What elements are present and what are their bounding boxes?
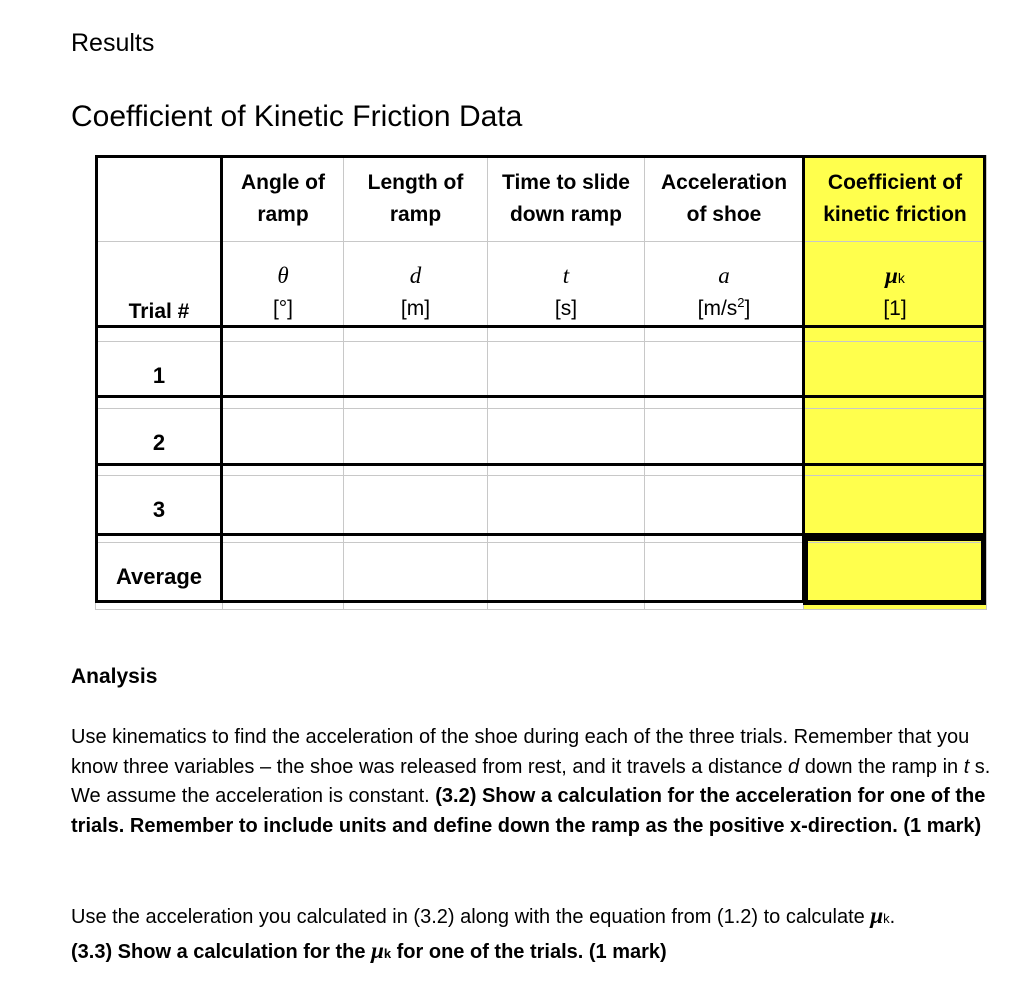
coefficient-cell[interactable] <box>804 409 987 476</box>
trial-label: 2 <box>96 409 223 476</box>
header-length: Length of ramp <box>344 156 488 242</box>
acceleration-cell[interactable] <box>645 342 804 409</box>
angle-cell[interactable] <box>223 409 344 476</box>
header-blank-cell <box>96 156 223 242</box>
header-coefficient: Coefficient of kinetic friction <box>804 156 987 242</box>
header-row <box>96 156 987 242</box>
analysis-paragraph-2: Use the acceleration you calculated in (3.2) along with the equation from (1.2) to calculate μk. (3.3) Show a calculation for the μk for one of the trials. (1 mark) <box>71 903 896 963</box>
trial-label: 3 <box>96 476 223 543</box>
length-cell[interactable] <box>344 543 488 610</box>
acceleration-units-cell: a $[m/s^2]$ <box>645 242 804 342</box>
table-title: Coefficient of Kinetic Friction Data <box>71 100 523 133</box>
header-angle: Angle of ramp <box>223 156 344 242</box>
trial-row-2 <box>96 409 987 476</box>
average-label: Average <box>96 543 223 610</box>
trial-row-1 <box>96 342 987 409</box>
average-row <box>96 543 987 610</box>
acceleration-cell[interactable] <box>645 409 804 476</box>
length-units-cell: d [m] <box>344 242 488 342</box>
time-cell[interactable] <box>488 409 645 476</box>
time-cell[interactable] <box>488 476 645 543</box>
angle-cell[interactable] <box>223 543 344 610</box>
length-cell[interactable] <box>344 409 488 476</box>
trial-row-3 <box>96 476 987 543</box>
coefficient-cell[interactable] <box>804 476 987 543</box>
trial-number-label: Trial # <box>96 242 223 342</box>
angle-cell[interactable] <box>223 342 344 409</box>
length-cell[interactable] <box>344 476 488 543</box>
coefficient-average-cell[interactable] <box>804 543 987 610</box>
time-cell[interactable] <box>488 543 645 610</box>
time-units-cell: t [s] <box>488 242 645 342</box>
friction-data-table <box>95 155 987 610</box>
analysis-paragraph-1: Use kinematics to find the acceleration of the shoe during each of the three trials. Remember that you know three variables – the shoe was released from rest, and it travels a distance d down the ramp in t s. We assume the acceleration is constant. (3.2) Show a calculation for the acceleration for one of the trials. Remember to include units and define down the ramp as the positive x-direction. (1 mark) <box>71 726 991 837</box>
acceleration-cell[interactable] <box>645 543 804 610</box>
angle-cell[interactable] <box>223 476 344 543</box>
units-row <box>96 242 987 342</box>
coefficient-cell[interactable] <box>804 342 987 409</box>
results-heading: Results <box>71 29 155 57</box>
trial-label: 1 <box>96 342 223 409</box>
analysis-heading: Analysis <box>71 665 158 688</box>
header-acceleration: Acceleration of shoe <box>645 156 804 242</box>
header-time: Time to slide down ramp <box>488 156 645 242</box>
length-cell[interactable] <box>344 342 488 409</box>
time-cell[interactable] <box>488 342 645 409</box>
acceleration-cell[interactable] <box>645 476 804 543</box>
angle-units-cell: θ [°] <box>223 242 344 342</box>
coefficient-units-cell: μk [1] <box>804 242 987 342</box>
